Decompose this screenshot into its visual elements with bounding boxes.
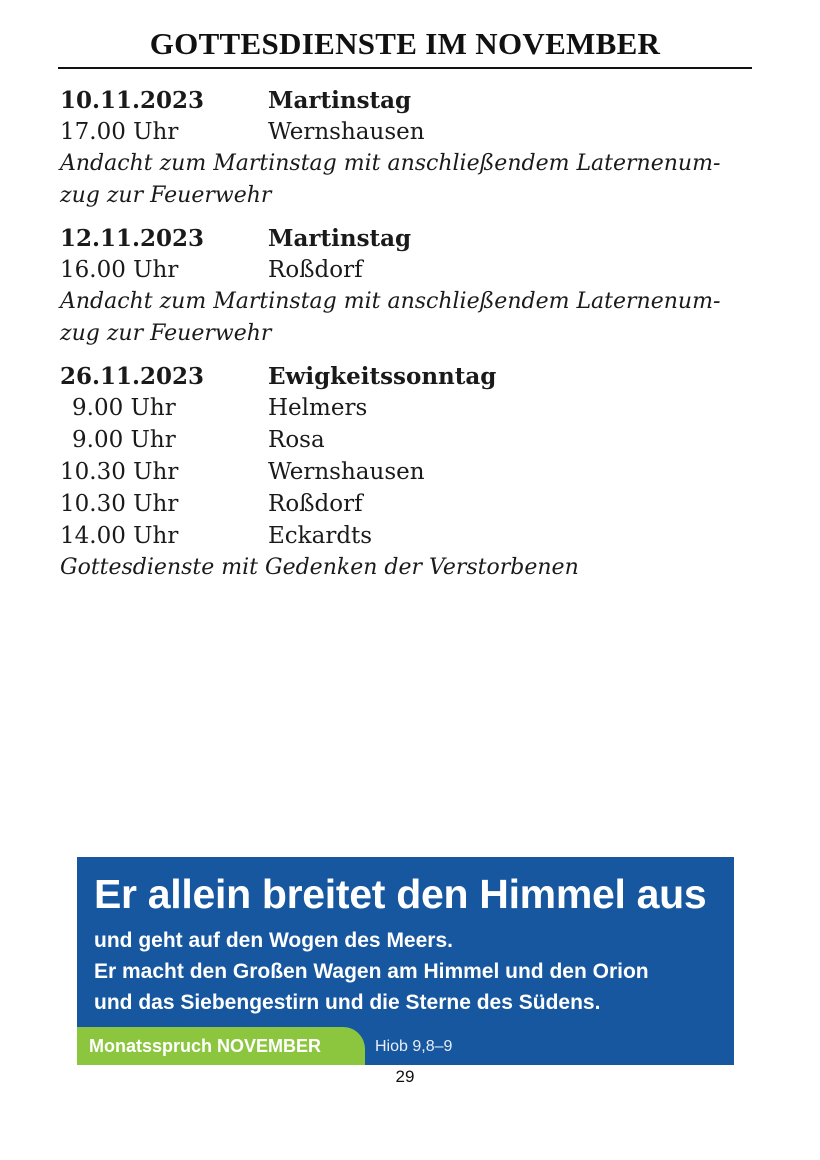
banner-footer (77, 1027, 734, 1065)
event-description: Andacht zum Martinstag mit anschließendem Laternenum- zug zur Feuerwehr (60, 289, 721, 346)
page-title: GOTTESDIENSTE IM NOVEMBER (149, 26, 661, 61)
event-martinstag-2 (60, 222, 750, 350)
page-number: 29 (395, 1067, 415, 1086)
service-time: 10.30 Uhr (60, 491, 179, 517)
event-name: Martinstag (268, 224, 412, 252)
event-name: Ewigkeitssonntag (268, 362, 497, 390)
service-time: 9.00 Uhr (72, 395, 176, 421)
service-place: Rosa (268, 427, 325, 453)
event-ewigkeitssonntag (60, 360, 750, 584)
verse-line: und geht auf den Wogen des Meers. (94, 929, 453, 952)
service-time-row (60, 456, 750, 488)
event-date: 26.11.2023 (60, 362, 205, 390)
service-place: Helmers (268, 395, 368, 421)
event-martinstag-1 (60, 84, 750, 212)
service-time-row (60, 392, 750, 424)
verse-text (94, 925, 649, 1018)
title-divider (58, 67, 752, 69)
monthly-verse-tag: Monatsspruch NOVEMBER (77, 1027, 365, 1065)
event-list (60, 84, 750, 594)
service-time-row (60, 116, 750, 148)
event-header (60, 222, 750, 254)
event-header (60, 360, 750, 392)
service-time: 10.30 Uhr (60, 459, 179, 485)
verse-line: Er macht den Großen Wagen am Himmel und den Orion (94, 960, 649, 983)
event-name: Martinstag (268, 86, 412, 114)
verse-reference: Hiob 9,8–9 (375, 1038, 453, 1055)
service-time-row (60, 488, 750, 520)
service-time: 16.00 Uhr (60, 257, 179, 283)
service-time-row (60, 254, 750, 286)
service-time: 17.00 Uhr (60, 119, 179, 145)
event-description: Gottesdienste mit Gedenken der Verstorbenen (60, 555, 579, 580)
service-place: Wernshausen (268, 119, 425, 145)
service-place: Roßdorf (268, 257, 363, 283)
service-time-row (60, 520, 750, 552)
verse-headline: Er allein breitet den Himmel aus (94, 871, 707, 917)
service-time: 14.00 Uhr (60, 523, 179, 549)
verse-line: und das Siebengestirn und die Sterne des Südens. (94, 991, 601, 1014)
event-date: 12.11.2023 (60, 224, 205, 252)
service-time: 9.00 Uhr (72, 427, 176, 453)
service-time-row (60, 424, 750, 456)
service-place: Roßdorf (268, 491, 363, 517)
service-place: Eckardts (268, 523, 373, 549)
event-header (60, 84, 750, 116)
monthly-verse-banner (77, 857, 734, 1065)
service-place: Wernshausen (268, 459, 425, 485)
event-date: 10.11.2023 (60, 86, 205, 114)
event-description: Andacht zum Martinstag mit anschließendem Laternenum- zug zur Feuerwehr (60, 151, 721, 208)
